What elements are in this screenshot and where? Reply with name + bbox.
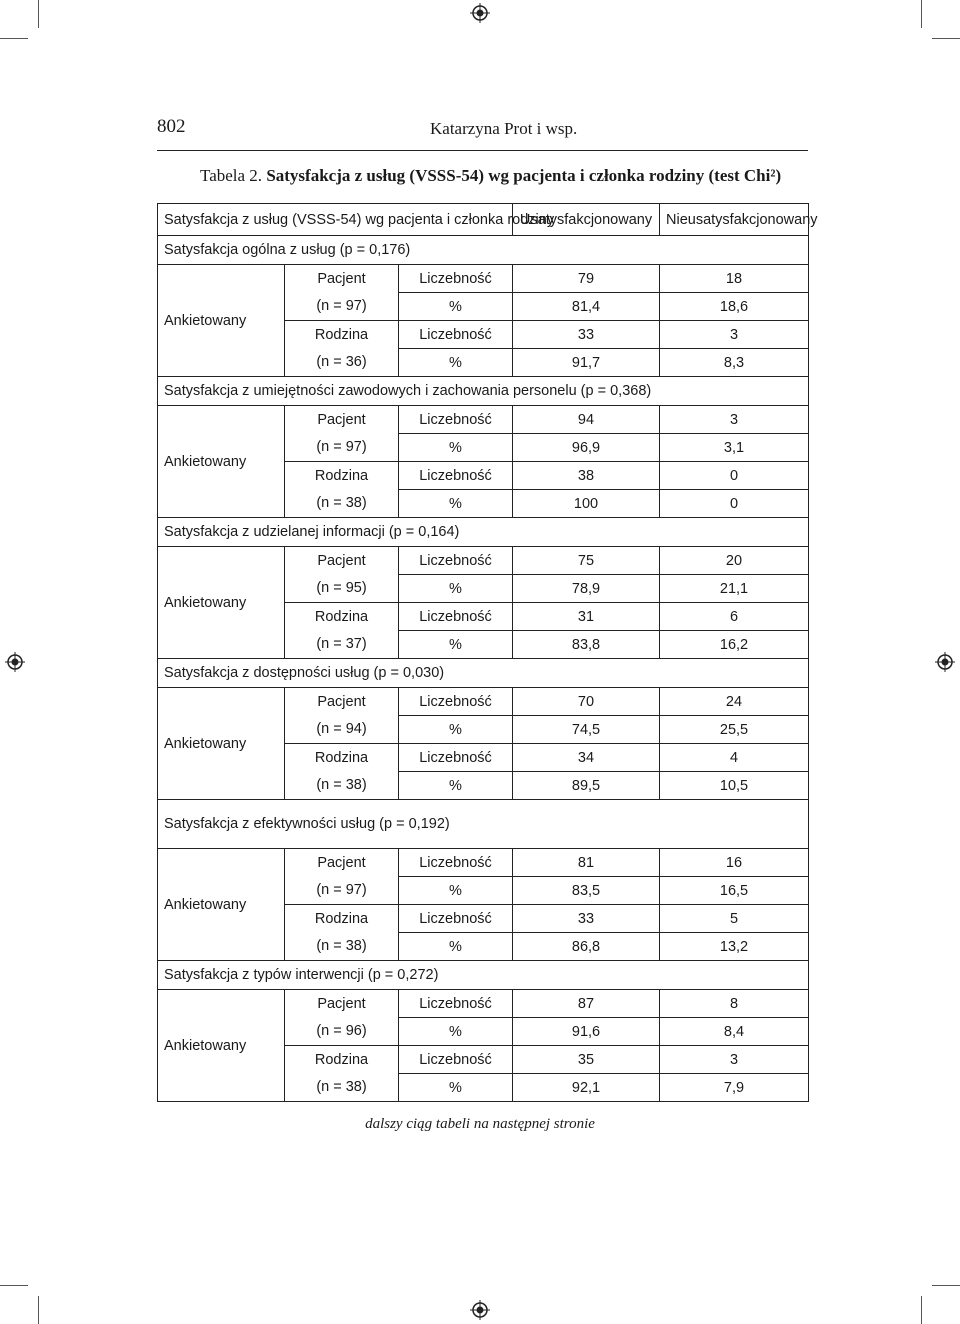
- group-cell: Rodzina: [285, 462, 399, 490]
- group-cell: Pacjent: [285, 547, 399, 575]
- registration-mark-icon: [470, 3, 490, 23]
- section-title: Satysfakcja z udzielanej informacji (p = 0,164): [158, 518, 809, 547]
- header-rule: [157, 150, 808, 151]
- measure-cell: Liczebność: [399, 462, 513, 490]
- satisfied-cell: 75: [513, 547, 660, 575]
- table-caption: [200, 166, 781, 186]
- section-title: Satysfakcja z dostępności usług (p = 0,030): [158, 659, 809, 688]
- unsatisfied-cell: 24: [660, 688, 809, 716]
- section-title: Satysfakcja z typów interwencji (p = 0,272): [158, 961, 809, 990]
- section-title-row: [158, 518, 809, 547]
- satisfied-cell: 92,1: [513, 1074, 660, 1102]
- group-cell: Rodzina: [285, 603, 399, 631]
- table-row: [158, 406, 809, 434]
- crop-mark: [0, 38, 28, 39]
- unsatisfied-cell: 10,5: [660, 772, 809, 800]
- registration-mark-icon: [5, 652, 25, 672]
- table-header-row: [158, 204, 809, 236]
- unsatisfied-cell: 0: [660, 462, 809, 490]
- satisfied-cell: 83,5: [513, 877, 660, 905]
- respondent-cell: Ankietowany: [158, 688, 285, 800]
- table-continuation-note: dalszy ciąg tabeli na następnej stronie: [365, 1116, 595, 1132]
- unsatisfied-cell: 13,2: [660, 933, 809, 961]
- group-cell: (n = 94): [285, 716, 399, 744]
- measure-cell: %: [399, 575, 513, 603]
- crop-mark: [932, 38, 960, 39]
- measure-cell: Liczebność: [399, 849, 513, 877]
- unsatisfied-cell: 16,2: [660, 631, 809, 659]
- unsatisfied-cell: 4: [660, 744, 809, 772]
- satisfied-cell: 34: [513, 744, 660, 772]
- measure-cell: Liczebność: [399, 265, 513, 293]
- satisfied-cell: 81: [513, 849, 660, 877]
- table-row: [158, 990, 809, 1018]
- satisfied-cell: 89,5: [513, 772, 660, 800]
- measure-cell: %: [399, 716, 513, 744]
- group-cell: Pacjent: [285, 849, 399, 877]
- table-row: [158, 688, 809, 716]
- group-cell: Pacjent: [285, 265, 399, 293]
- satisfied-cell: 81,4: [513, 293, 660, 321]
- section-title: Satysfakcja z umiejętności zawodowych i zachowania personelu (p = 0,368): [158, 377, 809, 406]
- section-title-row: [158, 659, 809, 688]
- unsatisfied-cell: 3: [660, 406, 809, 434]
- measure-cell: Liczebność: [399, 744, 513, 772]
- section-title-row: [158, 236, 809, 265]
- registration-mark-icon: [935, 652, 955, 672]
- satisfied-cell: 94: [513, 406, 660, 434]
- satisfied-cell: 91,7: [513, 349, 660, 377]
- header-cell: Satysfakcja z usług (VSSS-54) wg pacjenta i członka rodziny: [158, 204, 513, 236]
- measure-cell: Liczebność: [399, 547, 513, 575]
- satisfied-cell: 33: [513, 905, 660, 933]
- group-cell: (n = 38): [285, 933, 399, 961]
- group-cell: Pacjent: [285, 688, 399, 716]
- measure-cell: %: [399, 490, 513, 518]
- unsatisfied-cell: 6: [660, 603, 809, 631]
- crop-mark: [38, 0, 39, 28]
- unsatisfied-cell: 0: [660, 490, 809, 518]
- measure-cell: Liczebność: [399, 688, 513, 716]
- group-cell: (n = 95): [285, 575, 399, 603]
- unsatisfied-cell: 16: [660, 849, 809, 877]
- running-head: Katarzyna Prot i wsp.: [430, 119, 578, 138]
- unsatisfied-cell: 3,1: [660, 434, 809, 462]
- satisfied-cell: 91,6: [513, 1018, 660, 1046]
- satisfied-cell: 78,9: [513, 575, 660, 603]
- group-cell: (n = 36): [285, 349, 399, 377]
- group-cell: (n = 97): [285, 293, 399, 321]
- measure-cell: Liczebność: [399, 406, 513, 434]
- group-cell: Rodzina: [285, 744, 399, 772]
- respondent-cell: Ankietowany: [158, 547, 285, 659]
- unsatisfied-cell: 5: [660, 905, 809, 933]
- caption-title: Satysfakcja z usług (VSSS-54) wg pacjenta i członka rodziny (test Chi²): [266, 166, 782, 185]
- satisfied-cell: 83,8: [513, 631, 660, 659]
- header-cell: Usatysfakcjonowany: [513, 204, 660, 236]
- satisfied-cell: 96,9: [513, 434, 660, 462]
- measure-cell: %: [399, 293, 513, 321]
- satisfied-cell: 38: [513, 462, 660, 490]
- measure-cell: Liczebność: [399, 603, 513, 631]
- measure-cell: %: [399, 933, 513, 961]
- measure-cell: %: [399, 349, 513, 377]
- unsatisfied-cell: 18,6: [660, 293, 809, 321]
- table-row: [158, 849, 809, 877]
- unsatisfied-cell: 18: [660, 265, 809, 293]
- measure-cell: Liczebność: [399, 905, 513, 933]
- unsatisfied-cell: 7,9: [660, 1074, 809, 1102]
- measure-cell: Liczebność: [399, 321, 513, 349]
- group-cell: Rodzina: [285, 1046, 399, 1074]
- group-cell: Rodzina: [285, 321, 399, 349]
- table-row: [158, 547, 809, 575]
- measure-cell: Liczebność: [399, 1046, 513, 1074]
- crop-mark: [38, 1296, 39, 1324]
- satisfied-cell: 100: [513, 490, 660, 518]
- group-cell: (n = 96): [285, 1018, 399, 1046]
- measure-cell: %: [399, 1018, 513, 1046]
- group-cell: (n = 37): [285, 631, 399, 659]
- group-cell: (n = 97): [285, 434, 399, 462]
- unsatisfied-cell: 8,4: [660, 1018, 809, 1046]
- satisfied-cell: 35: [513, 1046, 660, 1074]
- satisfied-cell: 79: [513, 265, 660, 293]
- registration-mark-icon: [470, 1300, 490, 1320]
- header-cell: Nieusatysfakcjonowany: [660, 204, 809, 236]
- respondent-cell: Ankietowany: [158, 990, 285, 1102]
- satisfied-cell: 74,5: [513, 716, 660, 744]
- group-cell: Pacjent: [285, 406, 399, 434]
- unsatisfied-cell: 20: [660, 547, 809, 575]
- respondent-cell: Ankietowany: [158, 849, 285, 961]
- group-cell: (n = 38): [285, 772, 399, 800]
- unsatisfied-cell: 3: [660, 321, 809, 349]
- satisfied-cell: 87: [513, 990, 660, 1018]
- respondent-cell: Ankietowany: [158, 406, 285, 518]
- section-title-row: [158, 377, 809, 406]
- crop-mark: [932, 1285, 960, 1286]
- respondent-cell: Ankietowany: [158, 265, 285, 377]
- measure-cell: %: [399, 434, 513, 462]
- table-row: [158, 265, 809, 293]
- measure-cell: Liczebność: [399, 990, 513, 1018]
- crop-mark: [0, 1285, 28, 1286]
- section-title-row: [158, 961, 809, 990]
- crop-mark: [921, 1296, 922, 1324]
- crop-mark: [921, 0, 922, 28]
- group-cell: Rodzina: [285, 905, 399, 933]
- page-number: 802: [157, 116, 186, 137]
- unsatisfied-cell: 16,5: [660, 877, 809, 905]
- group-cell: (n = 97): [285, 877, 399, 905]
- section-title: Satysfakcja z efektywności usług (p = 0,192): [158, 800, 809, 849]
- satisfied-cell: 86,8: [513, 933, 660, 961]
- measure-cell: %: [399, 631, 513, 659]
- group-cell: (n = 38): [285, 1074, 399, 1102]
- group-cell: (n = 38): [285, 490, 399, 518]
- unsatisfied-cell: 3: [660, 1046, 809, 1074]
- measure-cell: %: [399, 772, 513, 800]
- unsatisfied-cell: 25,5: [660, 716, 809, 744]
- measure-cell: %: [399, 877, 513, 905]
- group-cell: Pacjent: [285, 990, 399, 1018]
- unsatisfied-cell: 8: [660, 990, 809, 1018]
- data-table: [157, 203, 818, 1102]
- satisfied-cell: 70: [513, 688, 660, 716]
- section-title: Satysfakcja ogólna z usług (p = 0,176): [158, 236, 809, 265]
- measure-cell: %: [399, 1074, 513, 1102]
- satisfied-cell: 31: [513, 603, 660, 631]
- satisfied-cell: 33: [513, 321, 660, 349]
- section-title-row: [158, 800, 809, 849]
- unsatisfied-cell: 21,1: [660, 575, 809, 603]
- unsatisfied-cell: 8,3: [660, 349, 809, 377]
- caption-prefix: Tabela 2.: [200, 166, 263, 185]
